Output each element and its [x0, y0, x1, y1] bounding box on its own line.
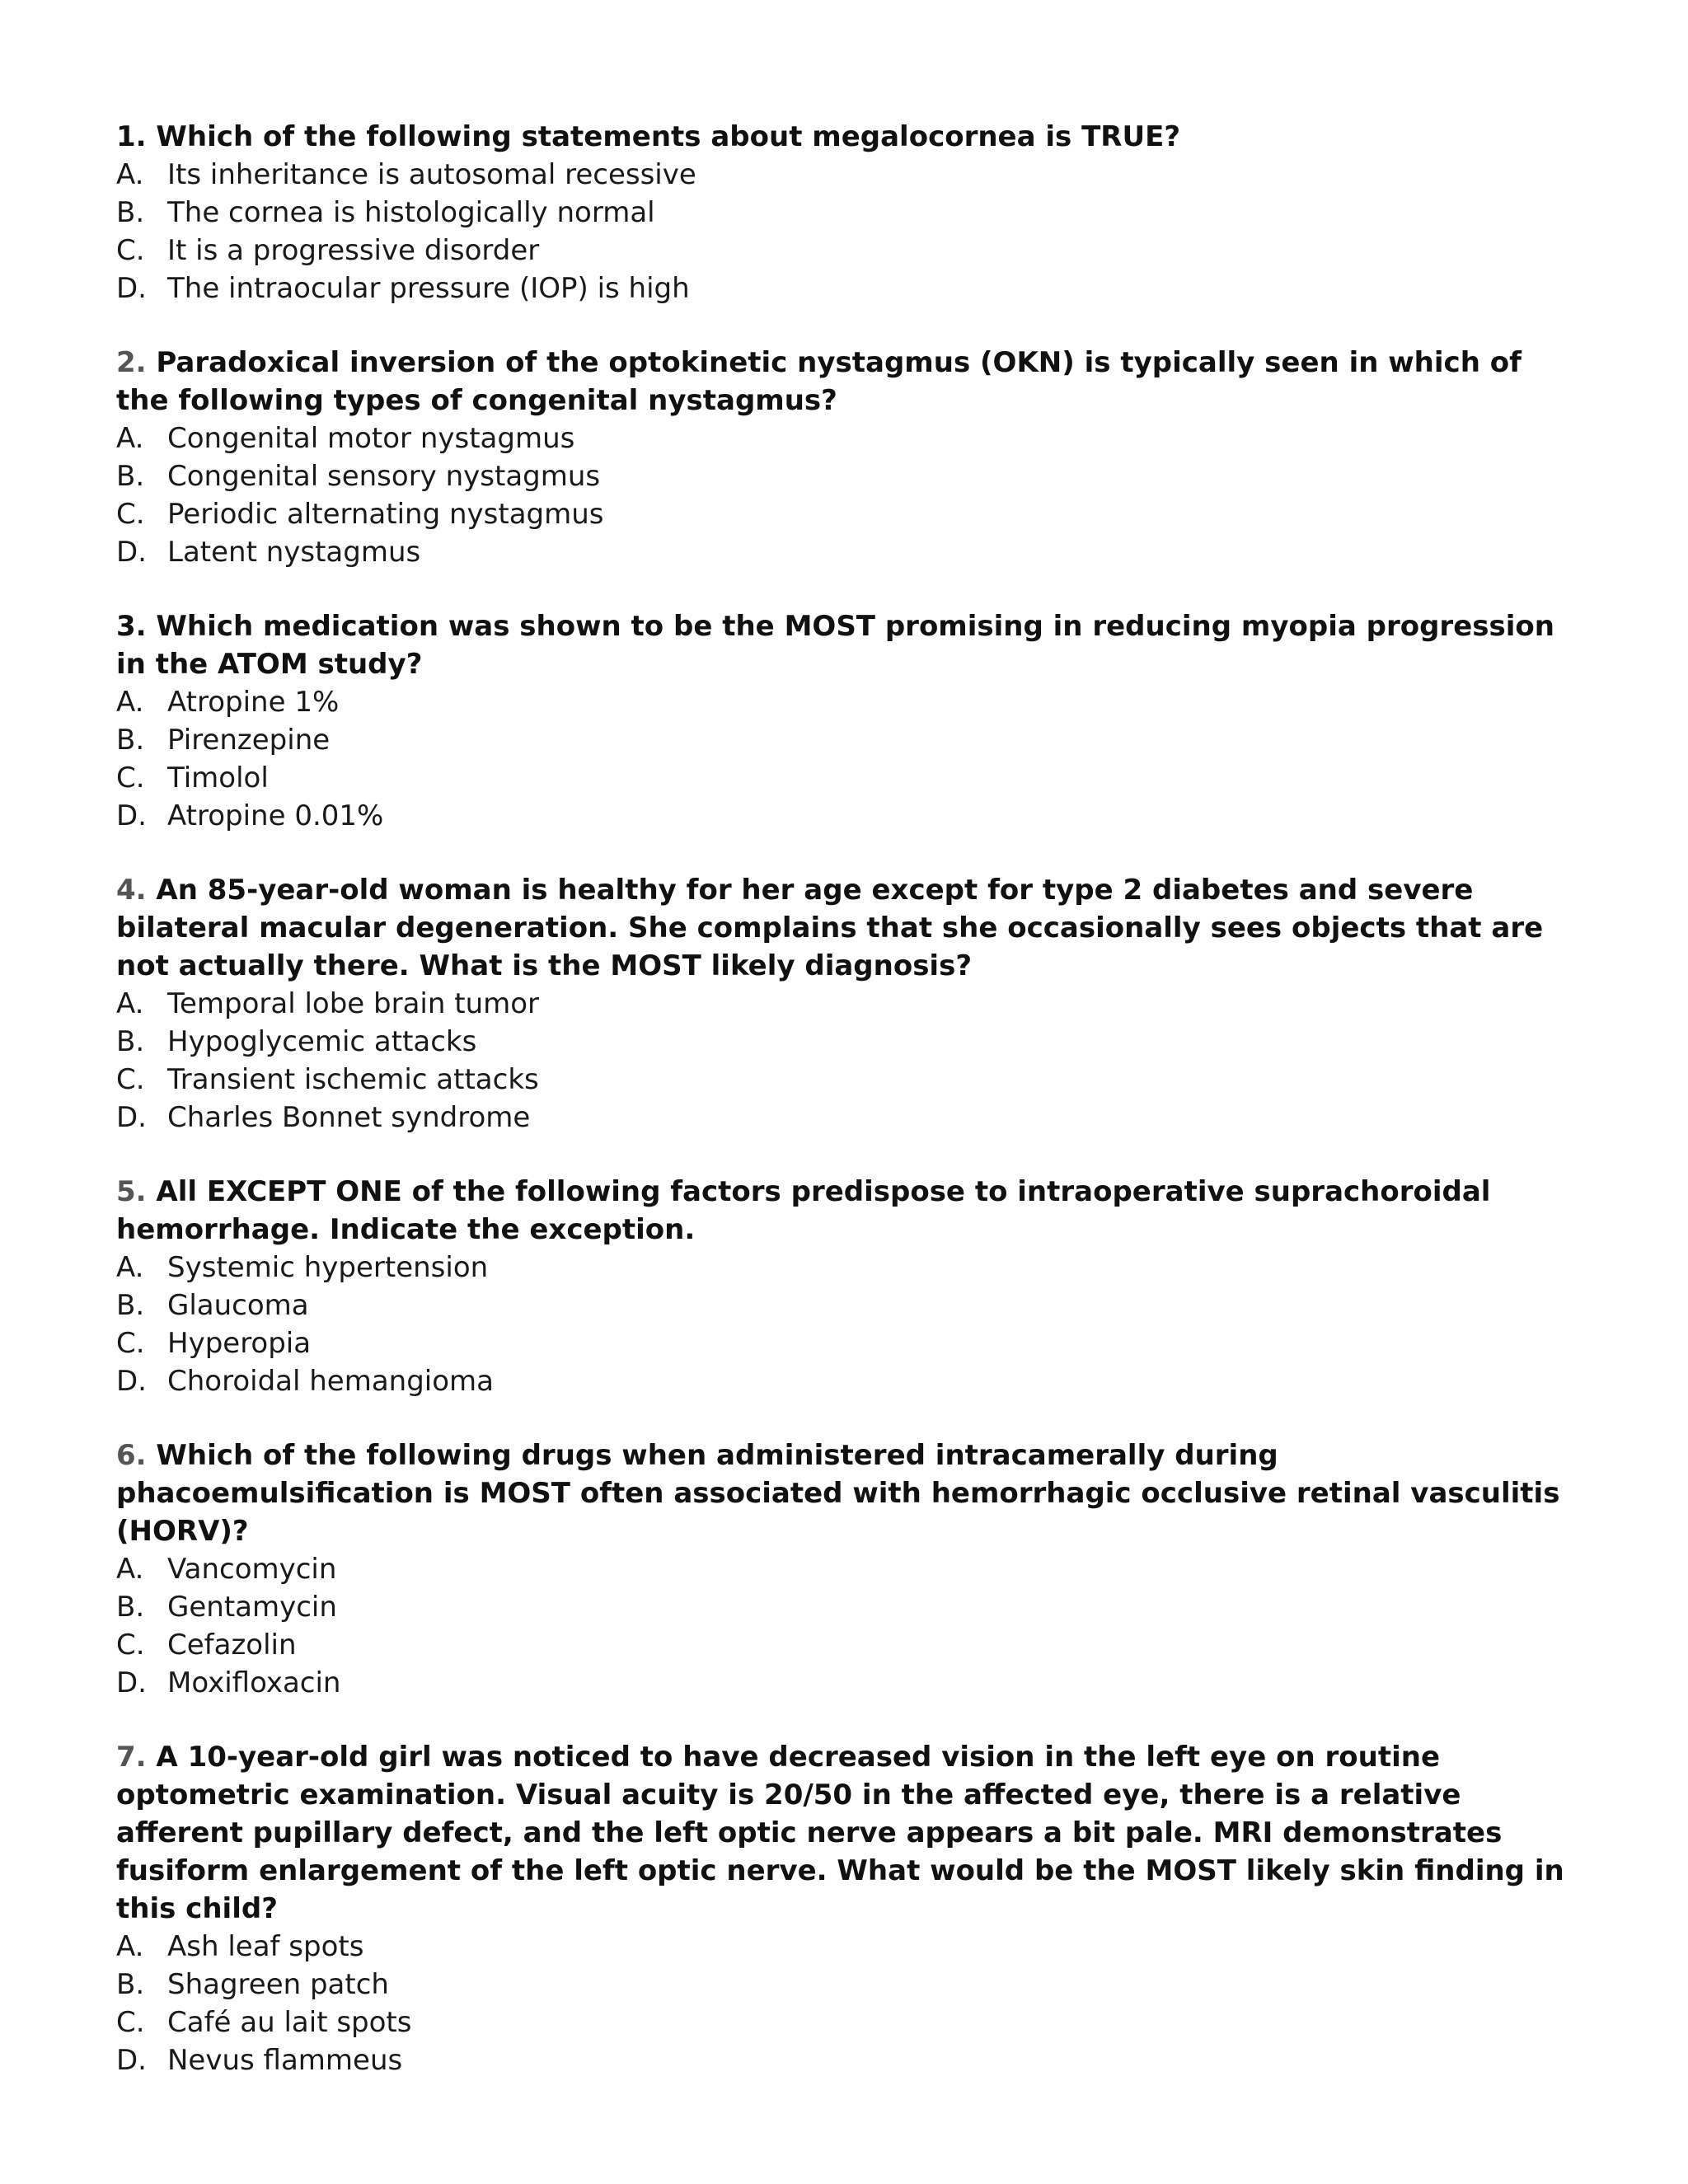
- option-text: Congenital motor nystagmus: [167, 422, 575, 455]
- option-a: [116, 419, 1567, 457]
- option-letter: B.: [116, 196, 145, 229]
- option-text: Hypoglycemic attacks: [167, 1025, 477, 1058]
- option-letter: A.: [116, 1251, 144, 1284]
- option-text: Atropine 0.01%: [167, 799, 384, 832]
- option-letter: C.: [116, 498, 145, 531]
- option-b: [116, 457, 1567, 495]
- question-stem: [116, 118, 1567, 156]
- option-letter: C.: [116, 1629, 145, 1661]
- option-letter: A.: [116, 422, 144, 455]
- option-letter: B.: [116, 1591, 145, 1624]
- option-text: Temporal lobe brain tumor: [167, 987, 540, 1020]
- option-a: [116, 985, 1567, 1023]
- option-text: Systemic hypertension: [167, 1251, 489, 1284]
- option-letter: D.: [116, 272, 147, 305]
- option-letter: C.: [116, 762, 145, 794]
- option-letter: B.: [116, 1968, 145, 2001]
- option-text: Latent nystagmus: [167, 536, 421, 569]
- option-text: Cefazolin: [167, 1629, 297, 1661]
- option-text: Glaucoma: [167, 1289, 309, 1322]
- option-d: [116, 1099, 1567, 1137]
- option-c: [116, 759, 1567, 797]
- option-b: [116, 1588, 1567, 1626]
- option-a: [116, 1928, 1567, 1966]
- option-text: Timolol: [167, 762, 269, 794]
- option-text: Gentamycin: [167, 1591, 337, 1624]
- question-3: [116, 607, 1567, 835]
- option-b: [116, 1966, 1567, 2004]
- option-text: Choroidal hemangioma: [167, 1365, 494, 1398]
- option-a: [116, 156, 1567, 194]
- option-list: [116, 1928, 1567, 2079]
- option-d: [116, 533, 1567, 571]
- option-d: [116, 797, 1567, 835]
- option-text: It is a progressive disorder: [167, 234, 540, 267]
- option-list: [116, 419, 1567, 571]
- option-text: Charles Bonnet syndrome: [167, 1101, 531, 1134]
- question-sheet: [116, 118, 1567, 2116]
- question-text: Which medication was shown to be the MOST promising in reducing myopia progression in the ATOM study?: [116, 610, 1554, 681]
- option-letter: A.: [116, 686, 144, 719]
- option-text: Moxifloxacin: [167, 1666, 341, 1699]
- option-letter: C.: [116, 1063, 145, 1096]
- option-text: Hyperopia: [167, 1327, 312, 1360]
- option-d: [116, 269, 1567, 307]
- question-text: Which of the following drugs when administered intracamerally during phacoemulsification is MOST often associated with hemorrhagic occlusive retinal vasculitis (HORV)?: [116, 1439, 1560, 1548]
- option-text: The intraocular pressure (IOP) is high: [167, 272, 690, 305]
- question-text: A 10-year-old girl was noticed to have decreased vision in the left eye on routine optometric examination. Visual acuity is 20/50 in the affected eye, there is a relative afferent pupillary defect, and the left optic nerve appears a bit pale. MRI demonstrates fusiform enlargement of the left optic nerve. What would be the MOST likely skin finding in this child?: [116, 1741, 1564, 1925]
- option-list: [116, 156, 1567, 307]
- option-a: [116, 1249, 1567, 1286]
- question-stem: [116, 1173, 1567, 1249]
- option-text: Its inheritance is autosomal recessive: [167, 158, 696, 191]
- question-number: 4.: [116, 874, 147, 907]
- option-text: Ash leaf spots: [167, 1930, 364, 1963]
- option-d: [116, 1664, 1567, 1702]
- question-text: All EXCEPT ONE of the following factors predispose to intraoperative suprachoroidal hemorrhage. Indicate the exception.: [116, 1175, 1491, 1246]
- option-text: Nevus flammeus: [167, 2044, 403, 2077]
- option-b: [116, 1023, 1567, 1061]
- option-list: [116, 1550, 1567, 1702]
- question-2: [116, 344, 1567, 571]
- option-b: [116, 721, 1567, 759]
- option-d: [116, 1362, 1567, 1400]
- option-letter: D.: [116, 1101, 147, 1134]
- option-b: [116, 194, 1567, 232]
- question-7: [116, 1738, 1567, 2079]
- option-letter: D.: [116, 1365, 147, 1398]
- option-text: Café au lait spots: [167, 2006, 412, 2039]
- option-letter: B.: [116, 460, 145, 493]
- option-letter: D.: [116, 799, 147, 832]
- option-letter: B.: [116, 724, 145, 757]
- option-d: [116, 2041, 1567, 2079]
- option-list: [116, 1249, 1567, 1400]
- option-letter: B.: [116, 1289, 145, 1322]
- question-text: An 85-year-old woman is healthy for her age except for type 2 diabetes and severe bilateral macular degeneration. She complains that she occasionally sees objects that are not actually there. What is the MOST likely diagnosis?: [116, 874, 1544, 982]
- option-letter: D.: [116, 536, 147, 569]
- question-1: [116, 118, 1567, 307]
- question-6: [116, 1436, 1567, 1702]
- option-c: [116, 2004, 1567, 2041]
- option-text: Shagreen patch: [167, 1968, 389, 2001]
- question-number: 3.: [116, 610, 147, 643]
- option-text: Periodic alternating nystagmus: [167, 498, 604, 531]
- option-b: [116, 1286, 1567, 1324]
- option-a: [116, 1550, 1567, 1588]
- question-5: [116, 1173, 1567, 1400]
- question-number: 7.: [116, 1741, 147, 1774]
- question-4: [116, 871, 1567, 1137]
- question-stem: [116, 607, 1567, 683]
- option-text: The cornea is histologically normal: [167, 196, 655, 229]
- option-a: [116, 683, 1567, 721]
- option-text: Congenital sensory nystagmus: [167, 460, 601, 493]
- question-number: 5.: [116, 1175, 147, 1208]
- option-text: Atropine 1%: [167, 686, 340, 719]
- question-stem: [116, 1436, 1567, 1550]
- option-letter: D.: [116, 1666, 147, 1699]
- option-text: Vancomycin: [167, 1553, 337, 1586]
- option-letter: C.: [116, 234, 145, 267]
- option-letter: B.: [116, 1025, 145, 1058]
- question-text: Which of the following statements about megalocornea is TRUE?: [156, 120, 1181, 153]
- option-text: Pirenzepine: [167, 724, 331, 757]
- question-stem: [116, 871, 1567, 985]
- option-letter: C.: [116, 2006, 145, 2039]
- option-c: [116, 1626, 1567, 1664]
- option-text: Transient ischemic attacks: [167, 1063, 539, 1096]
- option-letter: A.: [116, 987, 144, 1020]
- option-c: [116, 232, 1567, 269]
- option-letter: A.: [116, 1930, 144, 1963]
- question-stem: [116, 1738, 1567, 1928]
- option-letter: A.: [116, 1553, 144, 1586]
- option-c: [116, 1324, 1567, 1362]
- question-number: 6.: [116, 1439, 147, 1472]
- question-text: Paradoxical inversion of the optokinetic nystagmus (OKN) is typically seen in which of the following types of congenital nystagmus?: [116, 346, 1522, 417]
- option-letter: D.: [116, 2044, 147, 2077]
- question-stem: [116, 344, 1567, 419]
- option-c: [116, 1061, 1567, 1099]
- question-number: 2.: [116, 346, 147, 379]
- option-letter: C.: [116, 1327, 145, 1360]
- option-list: [116, 683, 1567, 835]
- option-letter: A.: [116, 158, 144, 191]
- option-list: [116, 985, 1567, 1137]
- question-number: 1.: [116, 120, 147, 153]
- option-c: [116, 495, 1567, 533]
